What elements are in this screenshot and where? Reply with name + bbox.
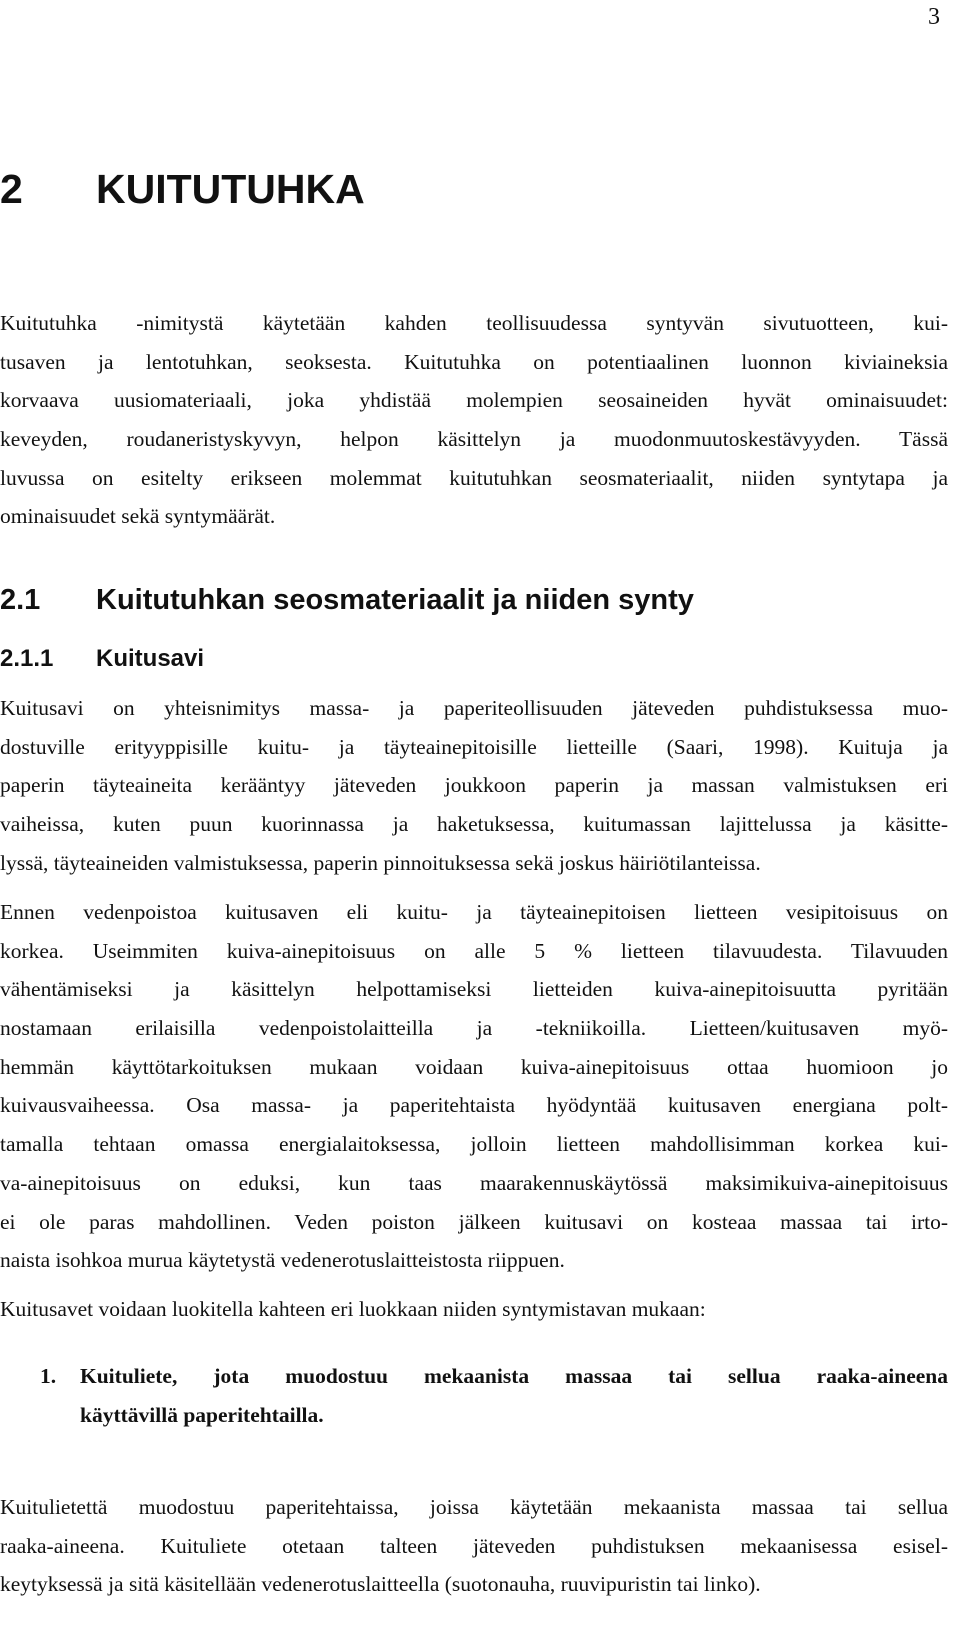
list-item-line: Kuituliete, jota muodostuu mekaanista massaa tai sellua raaka-aineena	[80, 1364, 948, 1388]
text-line: vaiheissa, kuten puun kuorinnassa ja haketuksessa, kuitumassan lajittelussa ja käsitte-	[0, 812, 948, 837]
text-line: keveyden, roudaneristyskyvyn, helpon käsittelyn ja muodonmuutoskestävyyden. Tässä	[0, 427, 948, 452]
section-heading	[0, 584, 694, 617]
chapter-title: KUITUTUHKA	[96, 166, 365, 212]
subsection-title: Kuitusavi	[96, 645, 205, 672]
text-line: hemmän käyttötarkoituksen mukaan voidaan kuiva-ainepitoisuus ottaa huomioon jo	[0, 1054, 948, 1079]
text-line: luvussa on esitelty erikseen molemmat kuitutuhkan seosmateriaalit, niiden syntytapa ja	[0, 465, 948, 490]
list-item-number: 1.	[40, 1364, 57, 1388]
text-line: nostamaan erilaisilla vedenpoistolaitteilla ja -tekniikoilla. Lietteen/kuitusaven myö-	[0, 1016, 948, 1041]
list-item-line: käyttävillä paperitehtailla.	[80, 1403, 324, 1427]
text-line: korkea. Useimmiten kuiva-ainepitoisuus on alle 5 % lietteen tilavuudesta. Tilavuuden	[0, 938, 948, 963]
page-number: 3	[928, 4, 940, 30]
section-title: Kuitutuhkan seosmateriaalit ja niiden synty	[96, 584, 694, 616]
text-line: raaka-aineena. Kuituliete otetaan talteen jäteveden puhdistuksen mekaanisessa esisel-	[0, 1533, 948, 1558]
text-line: lyssä, täyteaineiden valmistuksessa, paperin pinnoituksessa sekä joskus häiriötilanteissa.	[0, 850, 761, 875]
paragraph-1	[0, 689, 948, 882]
text-line: keytyksessä ja sitä käsitellään vedenerotuslaitteella (suotonauha, ruuvipuristin tai linko).	[0, 1572, 761, 1597]
text-line: naista isohkoa murua käytetystä vedenerotuslaitteistosta riippuen.	[0, 1248, 565, 1273]
text-line: Kuitutuhka -nimitystä käytetään kahden teollisuudessa syntyvän sivutuotteen, kui-	[0, 311, 948, 335]
subsection-heading	[0, 645, 204, 673]
text-line: kuivausvaiheessa. Osa massa- ja paperitehtaista hyödyntää kuitusaven energiana polt-	[0, 1093, 948, 1118]
text-line: tusaven ja lentotuhkan, seoksesta. Kuitutuhka on potentiaalinen luonnon kiviaineksia	[0, 349, 948, 374]
paragraph-4	[0, 1488, 948, 1604]
text-line: dostuville erityyppisille kuitu- ja täyteainepitoisille lietteille (Saari, 1998). Kuituja ja	[0, 734, 948, 759]
text-line: ei ole paras mahdollinen. Veden poiston jälkeen kuitusavi on kosteaa massaa tai irto-	[0, 1209, 948, 1234]
text-line: Ennen vedenpoistoa kuitusaven eli kuitu- ja täyteainepitoisen lietteen vesipitoisuus on	[0, 900, 948, 924]
paragraph-3	[0, 1290, 948, 1329]
text-line: paperin täyteaineita kerääntyy jäteveden joukkoon paperin ja massan valmistuksen eri	[0, 773, 948, 798]
text-line: Kuitusavet voidaan luokitella kahteen eri luokkaan niiden syntymistavan mukaan:	[0, 1297, 706, 1321]
intro-paragraph	[0, 304, 948, 536]
text-line: Kuitulietettä muodostuu paperitehtaissa, joissa käytetään mekaanista massaa tai sellua	[0, 1495, 948, 1519]
text-line: tamalla tehtaan omassa energialaitoksessa, jolloin lietteen mahdollisimman korkea kui-	[0, 1132, 948, 1157]
subsection-number: 2.1.1	[0, 645, 54, 672]
text-line: Kuitusavi on yhteisnimitys massa- ja paperiteollisuuden jäteveden puhdistuksessa muo-	[0, 696, 948, 720]
text-line: korvaava uusiomateriaali, joka yhdistää molempien seosaineiden hyvät ominaisuudet:	[0, 388, 948, 413]
text-line: vähentämiseksi ja käsittelyn helpottamiseksi lietteiden kuiva-ainepitoisuutta pyritään	[0, 977, 948, 1002]
section-number: 2.1	[0, 584, 41, 616]
text-line: ominaisuudet sekä syntymäärät.	[0, 504, 276, 529]
chapter-number: 2	[0, 166, 23, 212]
paragraph-2	[0, 893, 948, 1280]
chapter-heading	[0, 166, 365, 213]
text-line: va-ainepitoisuus on eduksi, kun taas maarakennuskäytössä maksimikuiva-ainepitoisuus	[0, 1170, 948, 1195]
